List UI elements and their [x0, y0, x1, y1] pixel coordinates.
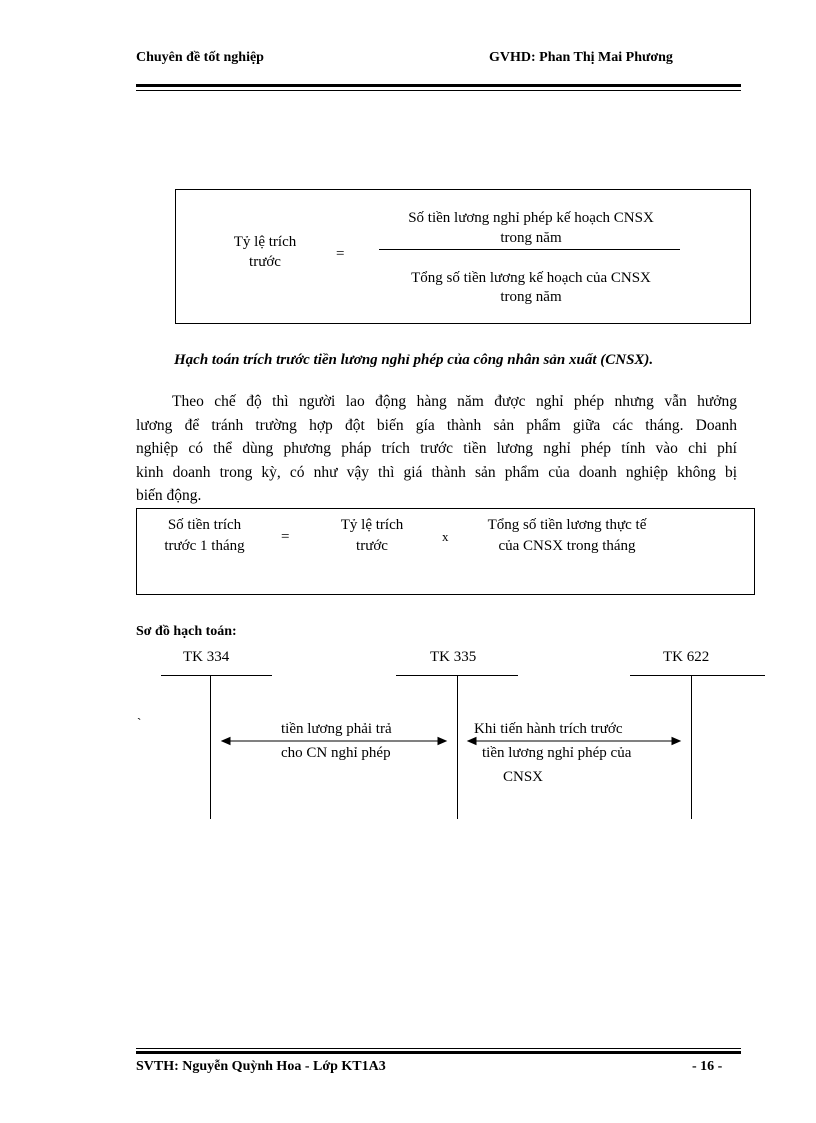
formula1-numerator-line1: Số tiền lương nghỉ phép kế hoạch CNSX [408, 210, 654, 226]
formula2-term3-line1: Tổng số tiền lương thực tế [487, 517, 647, 533]
formula2-term1-line2: trước 1 tháng [164, 538, 245, 554]
arrow2-label-line1: Khi tiến hành trích trước [474, 721, 623, 737]
formula2-term2-line1: Tỷ lệ trích [340, 517, 404, 533]
account-tk334: TK 334 [183, 649, 230, 665]
arrow2-label-line2: tiền lương nghỉ phép của [482, 745, 632, 761]
footer-left: SVTH: Nguyễn Quỳnh Hoa - Lớp KT1A3 [136, 1059, 386, 1074]
formula1-denominator-line2: trong năm [500, 289, 562, 305]
header-right: GVHD: Phan Thị Mai Phương [489, 50, 673, 65]
diagram-title: Sơ đồ hạch toán: [136, 624, 237, 639]
section-heading: Hạch toán trích trước tiền lương nghỉ phép của công nhân sản xuất (CNSX). [174, 352, 654, 368]
paragraph-line1: Theo chế độ thì người lao động hàng năm được nghỉ phép nhưng vẫn hưởng [172, 393, 737, 410]
formula2-equals: = [281, 529, 290, 545]
footer-page-number: - 16 - [692, 1059, 723, 1074]
footer-rule-thick [136, 1051, 741, 1054]
arrow2-label-line3: CNSX [503, 769, 544, 785]
formula2-times: x [442, 529, 449, 544]
account-tk622: TK 622 [663, 649, 710, 665]
formula1-numerator-line2: trong năm [500, 230, 562, 246]
stray-mark: ` [137, 715, 142, 730]
formula1-equals: = [336, 246, 345, 262]
account-tk335: TK 335 [430, 649, 477, 665]
arrow1-label-line1: tiền lương phải trả [281, 721, 392, 737]
paragraph-line2: lương để tránh trường hợp đột biến gía thành sản phẩm giữa các tháng. Doanh [136, 416, 737, 434]
paragraph-line5: biến động. [136, 487, 202, 504]
arrow1-label-line2: cho CN nghỉ phép [281, 745, 391, 761]
formula1-label: Tỷ lệ trích trước [233, 234, 297, 270]
paragraph-line4: kinh doanh trong kỳ, có như vậy thì giá thành sản phẩm của doanh nghiệp không bị [136, 463, 737, 481]
footer-rule-thin [136, 1048, 741, 1049]
formula2-term2-line2: trước [356, 538, 388, 554]
formula2-term3-line2: của CNSX trong tháng [498, 538, 636, 554]
header-left: Chuyên đề tốt nghiệp [136, 50, 264, 65]
formula1-denominator-line1: Tổng số tiền lương kế hoạch của CNSX [411, 270, 651, 286]
paragraph-line3: nghiệp có thể dùng phương pháp trích trước tiền lương nghỉ phép tính vào chi phí [136, 440, 737, 457]
formula2-term1-line1: Số tiền trích [167, 517, 242, 533]
